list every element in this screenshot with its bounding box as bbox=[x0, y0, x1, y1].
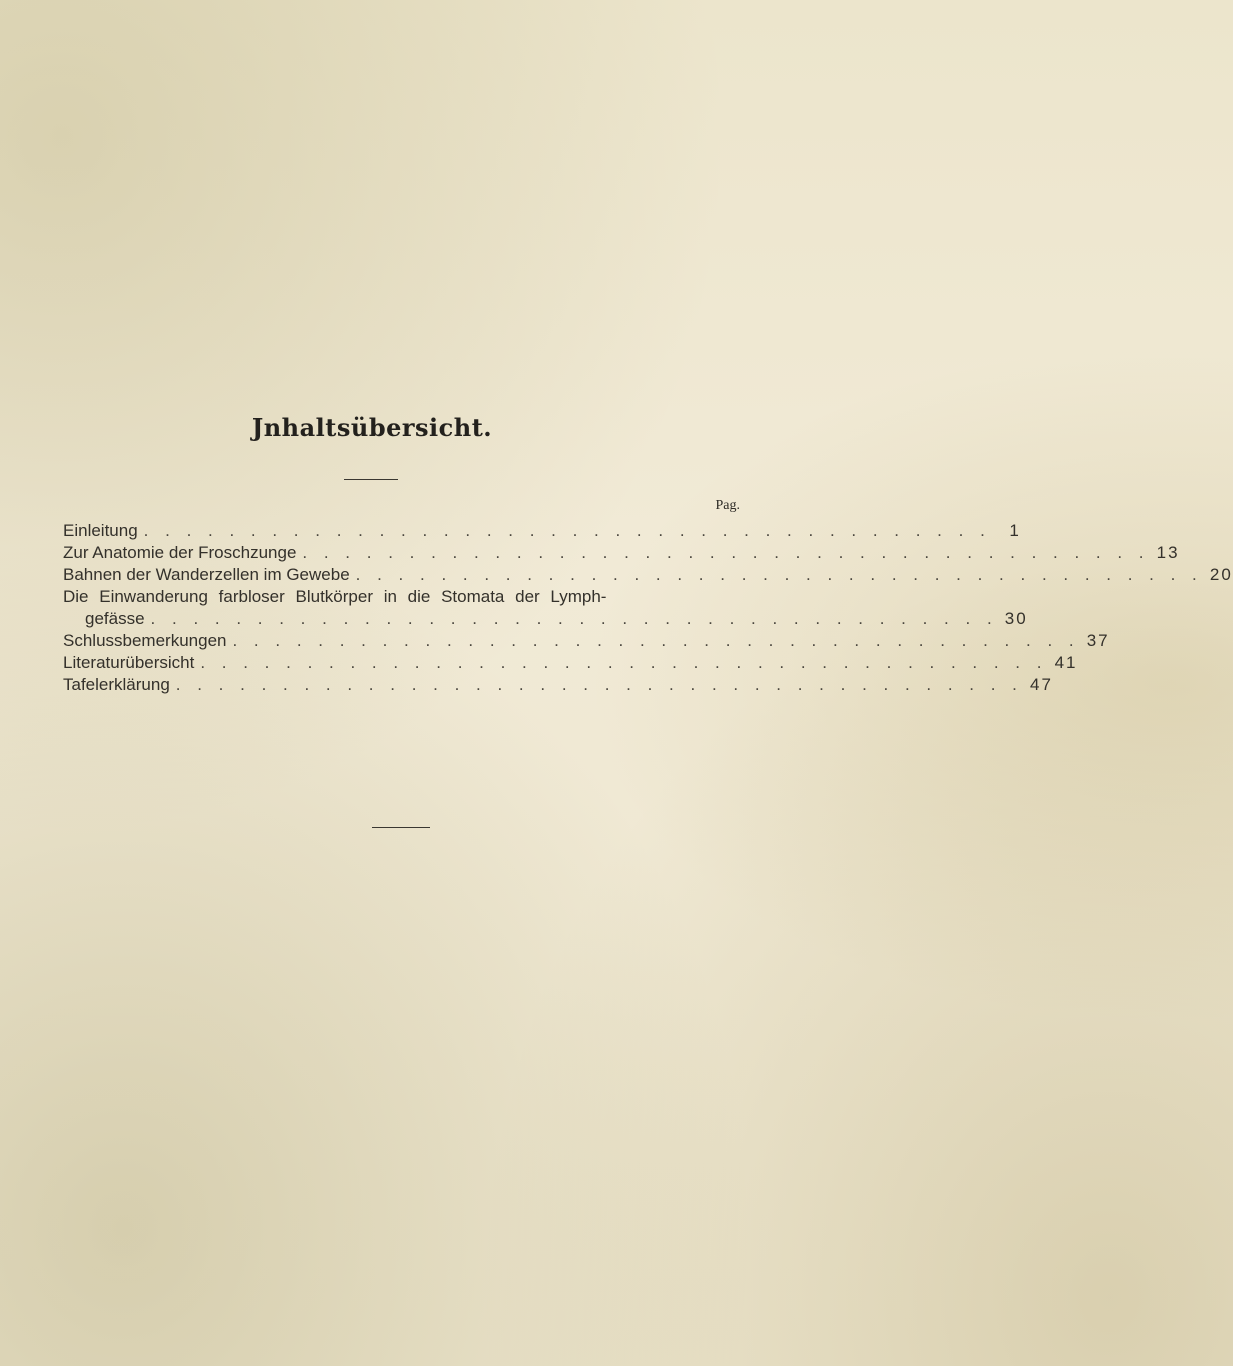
toc-entry-einwanderung bbox=[63, 586, 741, 608]
toc-entry-page: 20 bbox=[1209, 565, 1233, 584]
leader-dots: . . . . . . . . . . . . . . . . . . . . . . . . . . . . . . . . . . . . . . . . bbox=[232, 631, 1080, 650]
leader-dots: . . . . . . . . . . . . . . . . . . . . . . . . . . . . . . . . . . . . . . . . bbox=[200, 653, 1048, 672]
leader-dots: . . . . . . . . . . . . . . . . . . . . . . . . . . . . . . . . . . . . . . . . bbox=[143, 521, 991, 540]
toc-entry-einleitung bbox=[63, 520, 1021, 542]
toc-entry-tafel bbox=[63, 674, 1053, 696]
toc-entry-label: Die Einwanderung farbloser Blutkörper in die Stomata der Lymph- bbox=[63, 587, 607, 606]
toc-entry-page: 13 bbox=[1156, 543, 1180, 562]
toc-entry-literatur bbox=[63, 652, 1078, 674]
toc-entry-page: 47 bbox=[1030, 675, 1053, 694]
toc-entry-page: 37 bbox=[1086, 631, 1110, 650]
toc-entry-anatomie bbox=[63, 542, 1180, 564]
toc-entry-page: 30 bbox=[1004, 609, 1028, 628]
page-column-label: Pag. bbox=[715, 498, 740, 513]
toc-entry-label: Schlussbemerkungen bbox=[63, 631, 227, 650]
closing-divider bbox=[372, 827, 430, 828]
leader-dots: . . . . . . . . . . . . . . . . . . . . . . . . . . . . . . . . . . . . . . . . bbox=[175, 675, 1023, 694]
toc-entry-gefaesse bbox=[63, 608, 1028, 630]
toc-entry-bahnen bbox=[63, 564, 1233, 586]
toc-entry-page: 41 bbox=[1054, 653, 1078, 672]
page-title: Jnhaltsübersicht. bbox=[251, 413, 493, 442]
title-divider bbox=[344, 479, 398, 480]
toc-entry-schluss bbox=[63, 630, 1110, 652]
toc-entry-label: Zur Anatomie der Froschzunge bbox=[63, 543, 297, 562]
toc-entry-label: Bahnen der Wanderzellen im Gewebe bbox=[63, 565, 350, 584]
toc-entry-label: Tafelerklärung bbox=[63, 675, 170, 694]
table-of-contents bbox=[63, 520, 1233, 696]
toc-entry-label: Einleitung bbox=[63, 521, 138, 540]
toc-entry-label: gefässe bbox=[85, 609, 145, 628]
toc-entry-label: Literaturübersicht bbox=[63, 653, 195, 672]
leader-dots: . . . . . . . . . . . . . . . . . . . . . . . . . . . . . . . . . . . . . . . . bbox=[150, 609, 998, 628]
leader-dots: . . . . . . . . . . . . . . . . . . . . . . . . . . . . . . . . . . . . . . . . bbox=[302, 543, 1150, 562]
leader-dots: . . . . . . . . . . . . . . . . . . . . . . . . . . . . . . . . . . . . . . . . bbox=[355, 565, 1203, 584]
toc-entry-page: 1 bbox=[1009, 521, 1021, 540]
